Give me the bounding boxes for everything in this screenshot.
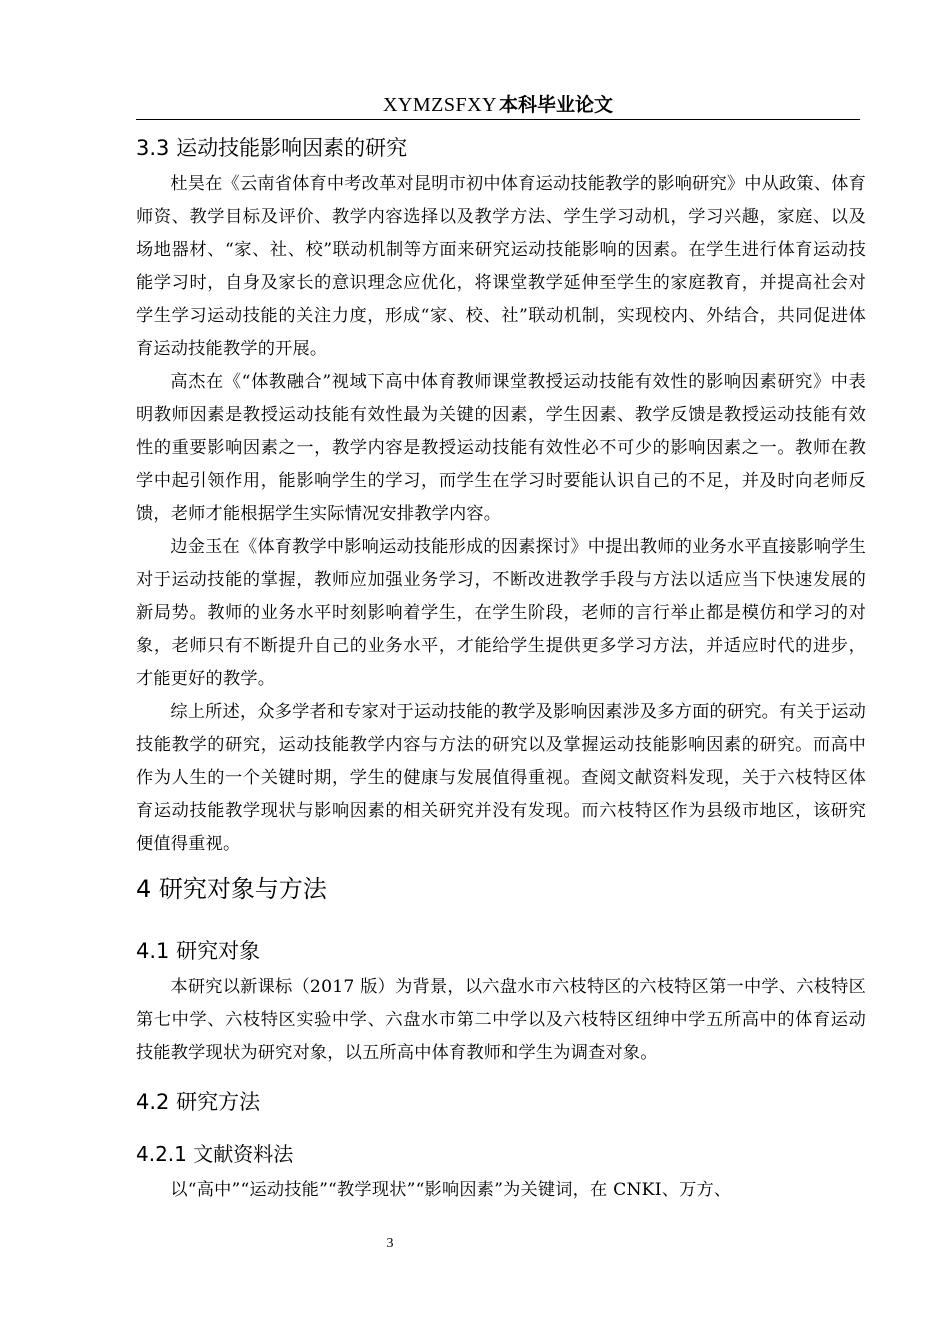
running-header <box>136 92 860 120</box>
paragraph-research-object: 本研究以新课标（2017 版）为背景，以六盘水市六枝特区的六枝特区第一中学、六枝特区第七中学、六枝特区实验中学、六盘水市第二中学以及六枝特区纽绅中学五所高中的体育运动技能教学现状为研究对象，以五所高中体育教师和学生为调查对象。 <box>136 977 866 1063</box>
paragraph-bian-jinyu: 边金玉在《体育教学中影响运动技能形成的因素探讨》中提出教师的业务水平直接影响学生对于运动技能的掌握，教师应加强业务学习，不断改进教学手段与方法以适应当下快速发展的新局势。教师的业务水平时刻影响着学生，在学生阶段，老师的言行举止都是模仿和学习的对象，老师只有不断提升自己的业务水平，才能给学生提供更多学习方法，并适应时代的进步，才能更好的教学。 <box>136 537 866 689</box>
paragraph-du-hao: 杜昊在《云南省体育中考改革对昆明市初中体育运动技能教学的影响研究》中从政策、体育师资、教学目标及评价、教学内容选择以及教学方法、学生学习动机，学习兴趣，家庭、以及场地器材、“家、社、校”联动机制等方面来研究运动技能影响的因素。在学生进行体育运动技能学习时，自身及家长的意识理念应优化，将课堂教学延伸至学生的家庭教育，并提高社会对学生学习运动技能的关注力度，形成“家、校、社”联动机制，实现校内、外结合，共同促进体育运动技能教学的开展。 <box>136 174 866 359</box>
paragraph-gao-jie: 高杰在《“体教融合”视域下高中体育教师课堂教授运动技能有效性的影响因素研究》中表明教师因素是教授运动技能有效性最为关键的因素，学生因素、教学反馈是教授运动技能有效性的重要影响因素之一，教学内容是教授运动技能有效性必不可少的影响因素之一。教师在教学中起引领作用，能影响学生的学习，而学生在学习时要能认识自己的不足，并及时向老师反馈，老师才能根据学生实际情况安排教学内容。 <box>136 372 866 524</box>
section-heading-4-1: 4.1 研究对象 <box>136 939 261 963</box>
subsection-heading-4-2-1: 4.2.1 文献资料法 <box>136 1142 294 1166</box>
section-heading-4-2: 4.2 研究方法 <box>136 1090 261 1114</box>
chapter-heading-4: 4 研究对象与方法 <box>136 875 327 903</box>
page-number: 3 <box>386 1236 394 1251</box>
paragraph-literature-method: 以“高中”“运动技能”“教学现状”“影响因素”为关键词，在 CNKI、万方、 <box>170 1180 732 1200</box>
header-thesis-label: 本科毕业论文 <box>499 94 614 116</box>
header-school-code: XYMZSFXY <box>382 94 497 116</box>
section-heading-3-3: 3.3 运动技能影响因素的研究 <box>136 136 408 160</box>
body-content <box>136 128 866 1207</box>
paragraph-summary: 综上所述，众多学者和专家对于运动技能的教学及影响因素涉及多方面的研究。有关于运动技能教学的研究，运动技能教学内容与方法的研究以及掌握运动技能影响因素的研究。而高中作为人生的一个关键时期，学生的健康与发展值得重视。查阅文献资料发现，关于六枝特区体育运动技能教学现状与影响因素的相关研究并没有发现。而六枝特区作为县级市地区，该研究便值得重视。 <box>136 702 866 854</box>
